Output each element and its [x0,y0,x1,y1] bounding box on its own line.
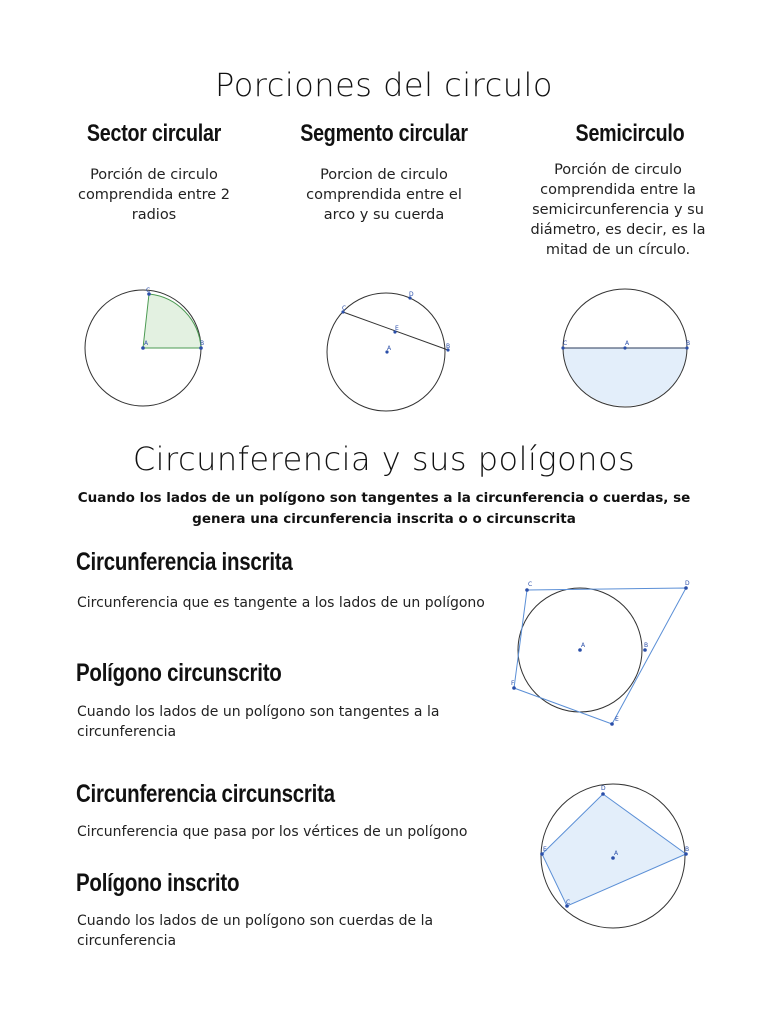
label-a: A [581,642,586,649]
label-c: C [528,581,533,588]
label-b: B [446,343,451,350]
inscribed-circle-diagram [500,578,700,728]
sector-heading: Sector circular [86,120,222,147]
label-b: B [686,340,691,347]
segment-diagram [322,290,452,414]
label-c: C [566,899,571,906]
page-title: Porciones del circulo [215,66,553,104]
label-d: D [601,785,606,792]
circumscribed-circle-diagram [536,784,696,924]
sector-description: Porción de circulo comprendida entre 2 radios [77,167,231,223]
label-b: B [200,340,205,347]
section-title: Circunferencia y sus polígonos [132,440,636,478]
inscribed-polygon-heading: Polígono inscrito [76,869,240,897]
label-e: E [395,325,399,332]
semicircle-description: Porción de circulo comprendida entre la semicircunferencia y su diámetro, es decir, es la mitad de un círculo. [530,162,706,258]
label-a: A [614,850,619,857]
inscribed-circle-text: Circunferencia que es tangente a los lados de un polígono [77,595,485,611]
intro-text: Cuando los lados de un polígono son tangentes a la circunferencia o cuerdas, se genera una circunferencia inscrita o o circunscrita [77,490,691,527]
sector-diagram [82,286,206,410]
label-c: C [146,287,151,294]
inscribed-circle-heading: Circunferencia inscrita [76,548,293,576]
semicircle-heading: Semicirculo [575,120,685,147]
circumscribed-circle-heading: Circunferencia circunscrita [76,780,335,808]
label-a: A [144,340,149,347]
label-b: B [685,846,690,853]
label-b: B [644,642,649,649]
circumscribed-polygon-heading: Polígono circunscrito [76,659,282,687]
circumscribed-circle-text: Circunferencia que pasa por los vértices de un polígono [77,824,468,840]
label-e: E [543,846,547,853]
inscribed-polygon-text: Cuando los lados de un polígono son cuerdas de la circunferencia [77,913,434,949]
circumscribed-polygon-text: Cuando los lados de un polígono son tangentes a la circunferencia [77,704,440,740]
label-a: A [625,340,630,347]
segment-heading: Segmento circular [300,120,468,147]
label-d: D [685,580,690,587]
label-e: E [615,716,619,723]
label-c: C [563,340,568,347]
label-d: D [409,291,414,298]
label-f: F [511,680,515,687]
segment-description: Porcion de circulo comprendida entre el arco y su cuerda [306,167,462,223]
label-c: C [342,305,347,312]
semicircle-diagram [560,286,690,410]
label-a: A [387,345,392,352]
